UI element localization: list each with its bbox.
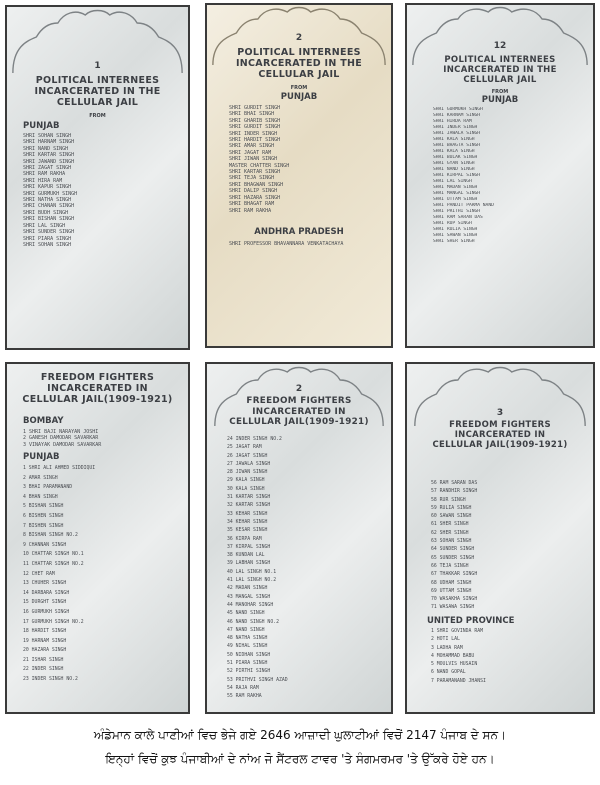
plaque-title: POLITICAL INTERNEES INCARCERATED IN THE CELLULAR JAIL bbox=[443, 55, 557, 85]
name-list: 1 SHRI GOVINDA RAM 2 HOTI LAL 3 LADHA RAM 4 MOHAMMAD BABU 5 MOULVIS HUSAIN 6 NAND GOPAL 7 PARAMANAND JHANSI bbox=[431, 629, 486, 684]
caption-line-1: ਅੰਡੇਮਾਨ ਕਾਲੇ ਪਾਣੀਆਂ ਵਿਚ ਭੇਜੇ ਗਏ 2646 ਆਜ਼ਾਦੀ ਘੁਲਾਟੀਆਂ ਵਿਚੋਂ 2147 ਪੰਜਾਬ ਦੇ ਸਨ। bbox=[93, 728, 507, 742]
plaque-from: FROM bbox=[491, 89, 509, 95]
plaque-political-internees-2 bbox=[205, 3, 393, 348]
name-list: SHRI GURMUKH SINGH SHRI KARNAM SINGH SHRI HIRDA RAM SHRI INDER SINGH SHRI JAWALA SINGH SHRI KALA SINGH SHRI BHAGTA SINGH SHRI KALA SINGH SHRI BULAK SINGH SHRI GYAN SINGH SHRI NAND SINGH SHRI KIRPAL SINGH SHRI LAL SINGH SHRI MADAN SINGH SHRI MANGAL SINGH SHRI UTTAM SINGH SHRI PANDIT PARMA NAND SHRI PRITHI SINGH SHRI RAM SARAN DAS SHRI RUP SINGH SHRI RULIA SINGH SHRI SAWAN SINGH SHRI SHER SINGH bbox=[433, 107, 494, 244]
plaque-title: POLITICAL INTERNEES INCARCERATED IN THE CELLULAR JAIL bbox=[34, 75, 161, 108]
plaque-freedom-fighters-1 bbox=[5, 362, 190, 714]
caption-line-2: ਇਨ੍ਹਾਂ ਵਿਚੋਂ ਕੁਝ ਪੰਜਾਬੀਆਂ ਦੇ ਨਾਂਅ ਜੋ ਸੈਂਟਰਲ ਟਾਵਰ 'ਤੇ ਸੰਗਮਰਮਰ 'ਤੇ ਉੱਕਰੇ ਹੋਏ ਹਨ। bbox=[105, 752, 495, 766]
section-heading: PUNJAB bbox=[23, 121, 60, 131]
plaque-title: FREEDOM FIGHTERS INCARCERATED IN CELLULAR JAIL(1909-1921) bbox=[432, 420, 568, 450]
name-list: SHRI SOHAN SINGH SHRI HARNAM SINGH SHRI NAND SINGH SHRI KARTAR SINGH SHRI JAWAND SINGH SHRI ZAGAT SINGH SHRI RAM RAKHA SHRI HIRA RAM SHRI KAPUR SINGH SHRI GURMUKH SINGH SHRI NATHA SINGH SHRI CHANAN SINGH SHRI BUDH SINGH SHRI BISHAN SINGH SHRI LAL SINGH SHRI SUNDER SINGH SHRI PIARA SINGH SHRI SOHAN SINGH bbox=[23, 133, 78, 248]
name-list: 1 SHRI ALI AHMED SIDDIQUI 2 AMAR SINGH 3 BHAI PARAMANAND 4 BHAN SINGH 5 BISHAN SINGH 6 BISHEN SINGH 7 BISHEN SINGH 8 BISHAN SINGH NO.2 9 CHANNAN SINGH 10 CHATTAR SINGH NO.1 11 CHATTAR SINGH NO.2 12 CHET RAM 13 CHUHER SINGH 14 DARBARA SINGH 15 DURGHT SINGH 16 GURMUKH SINGH 17 GURMUKH SINGH NO.2 18 HARDIT SINGH 19 HARNAM SINGH 20 HAZARA SINGH 21 ISHAR SINGH 22 INDER SINGH 23 INDER SINGH NO.2 bbox=[23, 466, 96, 683]
section-heading: BOMBAY bbox=[23, 416, 64, 426]
plaque-political-internees-1 bbox=[5, 5, 190, 350]
plaque-from: FROM bbox=[290, 85, 308, 91]
plaque-number: 2 bbox=[295, 33, 303, 43]
name-list: SHRI PROFESSOR BHAVANNARA VENKATACHAYA bbox=[229, 241, 344, 247]
section-heading: PUNJAB bbox=[481, 95, 519, 105]
plaque-number: 12 bbox=[493, 41, 507, 51]
plaque-freedom-fighters-3 bbox=[405, 362, 595, 714]
plaque-from: FROM bbox=[89, 113, 106, 119]
section-heading: ANDHRA PRADESH bbox=[254, 227, 344, 237]
name-list: SHRI GURDIT SINGH SHRI BHAI SINGH SHRI GHARIB SINGH SHRI GURDIT SINGH SHRI INDER SINGH SHRI HARDIT SINGH SHRI AMAR SINGH SHRI JAGAT RAM SHRI JIWAN SINGH MASTER CHATTER SINGH SHRI KARTAR SINGH SHRI TEJA SINGH SHRI BHAGWAN SINGH SHRI DALIP SINGH SHRI HAZARA SINGH SHRI BHAGAT RAM SHRI RAM RAKHA bbox=[229, 105, 290, 214]
name-list: 56 RAM SARAN DAS 57 RANDHIR SINGH 58 RUR SINGH 59 RULIA SINGH 60 SAWAN SINGH 61 SHER SINGH 62 SHER SINGH 63 SOHAN SINGH 64 SUNDER SINGH 65 SUNDER SINGH 66 TEJA SINGH 67 THAKKAR SINGH 68 UDHAM SINGH 69 UTTAM SINGH 70 WASAKHA SINGH 71 WASAWA SINGH bbox=[431, 481, 478, 611]
plaque-title: FREEDOM FIGHTERS INCARCERATED IN CELLULAR JAIL(1909-1921) bbox=[22, 372, 173, 405]
name-list: 1 SHRI BAJI NARAYAN JOSHI 2 GANESH DAMODAR SAVARKAR 3 VINAYAK DAMODAR SAVARKAR bbox=[23, 429, 102, 448]
plaque-number: 3 bbox=[496, 408, 504, 418]
section-heading: UNITED PROVINCE bbox=[427, 616, 515, 626]
section-heading: PUNJAB bbox=[280, 92, 318, 102]
plaque-number: 2 bbox=[295, 384, 303, 394]
plaque-title: POLITICAL INTERNEES INCARCERATED IN THE CELLULAR JAIL bbox=[235, 47, 363, 80]
plaque-political-internees-12 bbox=[405, 3, 595, 348]
plaque-freedom-fighters-2 bbox=[205, 362, 393, 714]
name-list: 24 INDER SINGH NO.2 25 JAGAT RAM 26 JAGAT SINGH 27 JAWALA SINGH 28 JIWAN SINGH 29 KALA SINGH 30 KALA SINGH 31 KARTAR SINGH 32 KARTAR SINGH 33 KEHAR SINGH 34 KEHAR SINGH 35 KESAR SINGH 36 KIRPA RAM 37 KIRPAL SINGH 38 KUNDAN LAL 39 LABHAN SINGH 40 LAL SINGH NO.1 41 LAL SINGH NO.2 42 MADAN SINGH 43 MANGAL SINGH 44 MANOHAR SINGH 45 NAND SINGH 46 NAND SINGH NO.2 47 NAND SINGH 48 NATHA SINGH 49 NIHAL SINGH 50 NIDHAN SINGH 51 PIARA SINGH 52 PIRTHI SINGH 53 PRITHVI SINGH AZAD 54 RAJA RAM 55 RAM RAKHA bbox=[227, 437, 288, 700]
plaque-title: FREEDOM FIGHTERS INCARCERATED IN CELLULAR JAIL(1909-1921) bbox=[229, 396, 369, 427]
section-heading: PUNJAB bbox=[23, 452, 60, 462]
plaque-number: 1 bbox=[94, 61, 101, 71]
